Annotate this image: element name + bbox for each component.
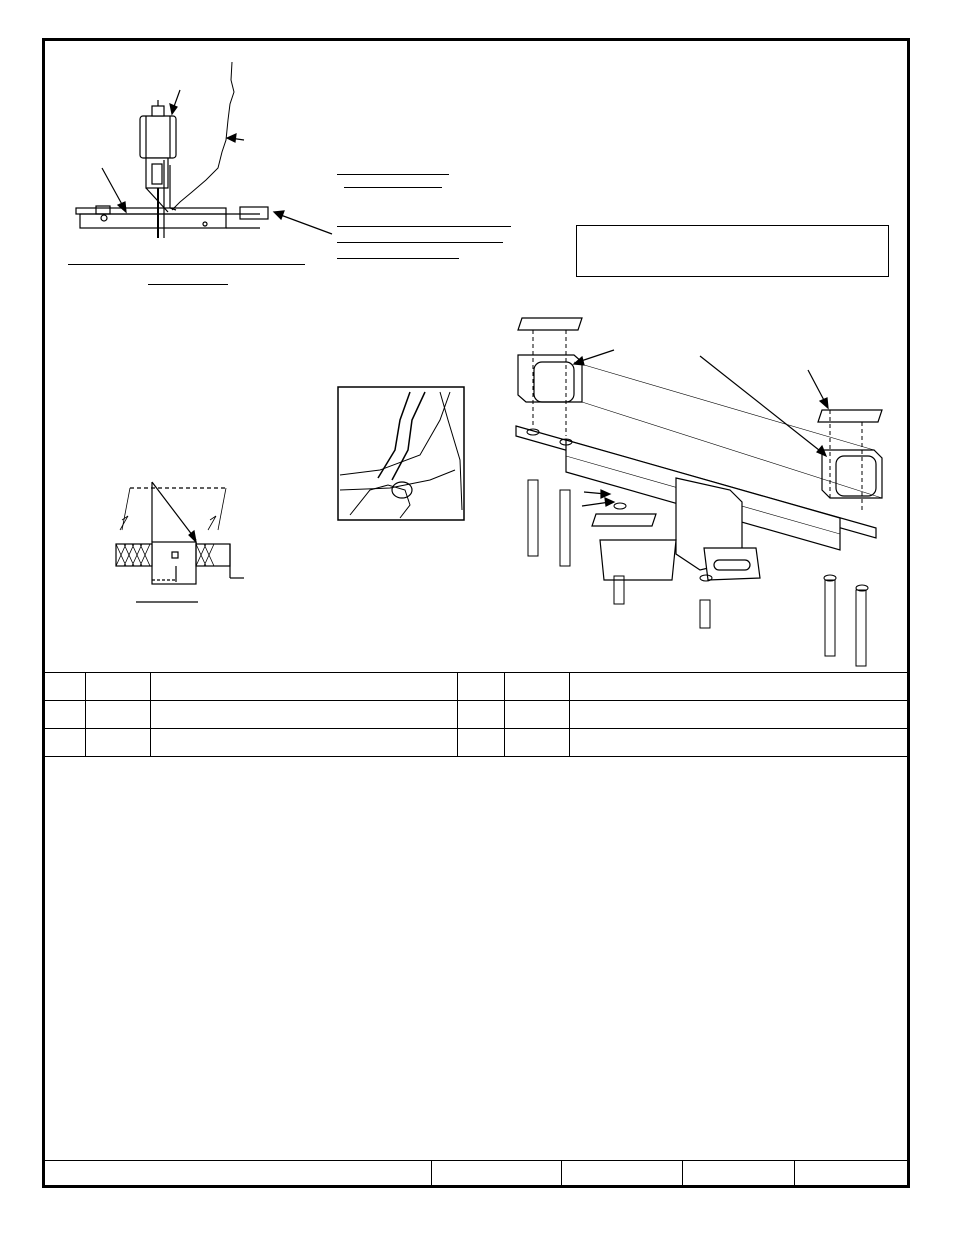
title-block-cell xyxy=(43,1161,432,1188)
table-cell xyxy=(457,701,505,729)
table-cell xyxy=(150,729,457,757)
table-cell xyxy=(150,673,457,701)
table-cell xyxy=(505,673,570,701)
table-cell xyxy=(505,729,570,757)
floor-section-detail xyxy=(116,482,244,602)
table-cell xyxy=(457,673,505,701)
table-row xyxy=(43,701,910,729)
table-cell xyxy=(570,673,910,701)
table-cell xyxy=(85,729,150,757)
table-cell xyxy=(43,701,86,729)
table-row xyxy=(43,729,910,757)
table-cell xyxy=(150,701,457,729)
hitch-exploded-view xyxy=(516,318,882,666)
table-cell xyxy=(43,729,86,757)
title-block xyxy=(42,1160,910,1188)
title-block-cell xyxy=(431,1161,562,1188)
title-block-cell xyxy=(562,1161,683,1188)
table-cell xyxy=(570,701,910,729)
table-cell xyxy=(85,673,150,701)
table-cell xyxy=(570,729,910,757)
table-cell xyxy=(85,701,150,729)
title-block-cell xyxy=(795,1161,910,1188)
table-cell xyxy=(43,673,86,701)
title-block-cell xyxy=(683,1161,795,1188)
title-block-row xyxy=(43,1161,910,1188)
parts-table xyxy=(42,672,910,757)
frame-installation-photo xyxy=(338,387,464,520)
table-cell xyxy=(457,729,505,757)
table-row xyxy=(43,673,910,701)
side-fastener-detail xyxy=(76,62,332,238)
table-cell xyxy=(505,701,570,729)
